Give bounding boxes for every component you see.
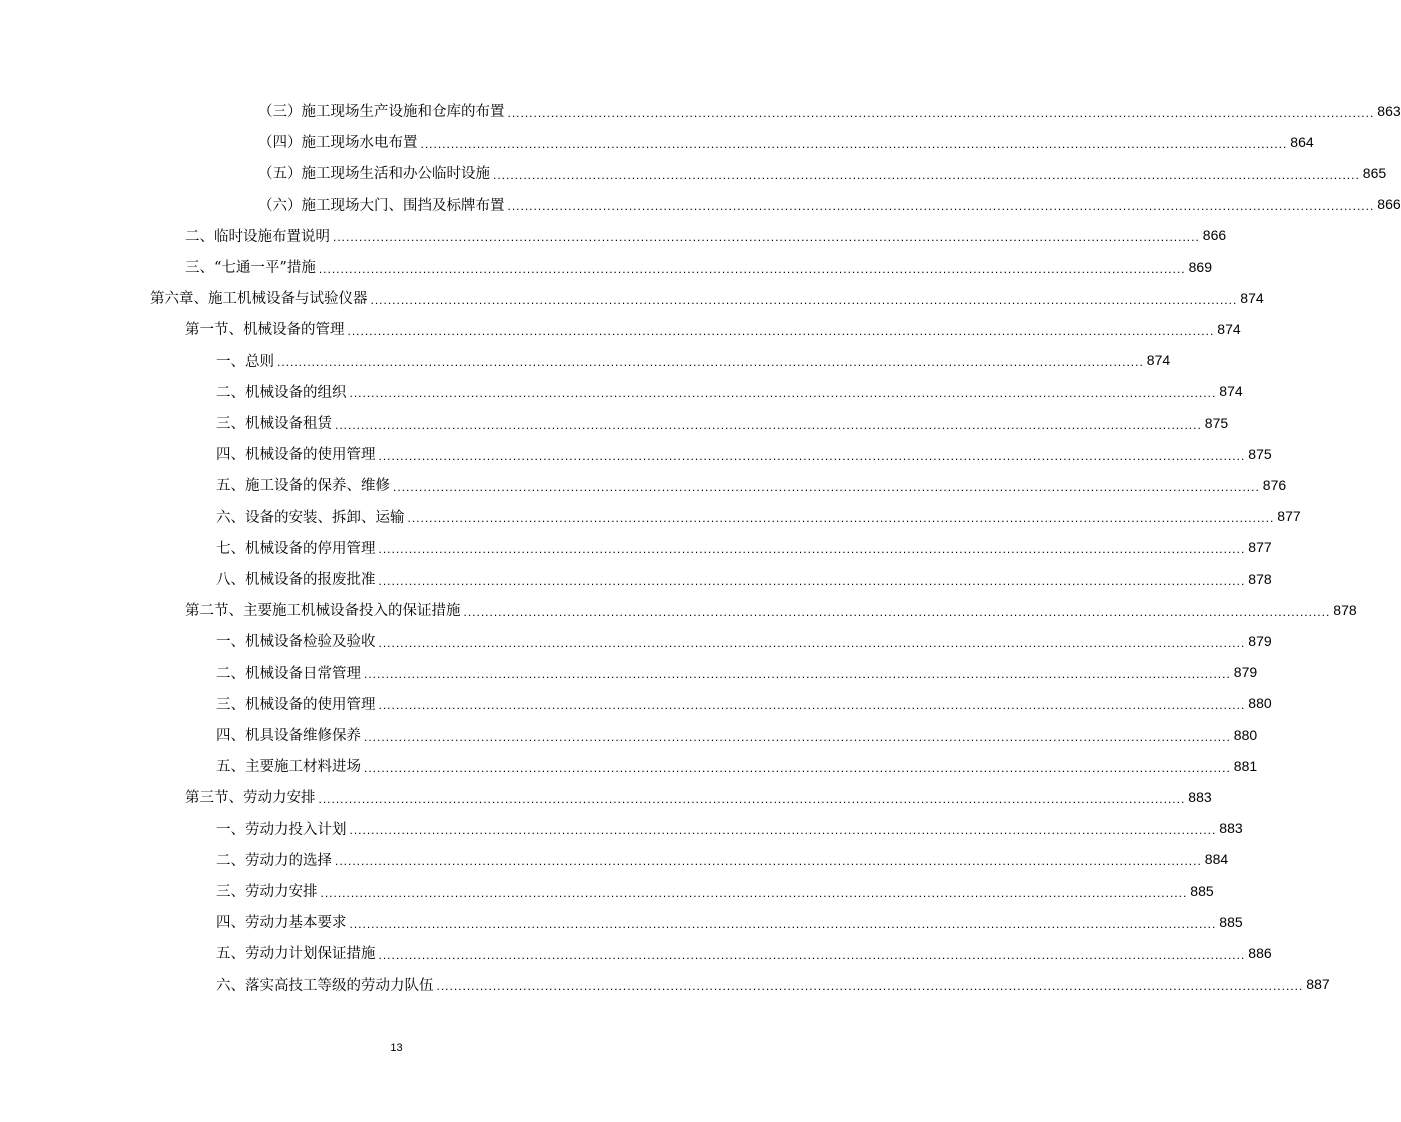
toc-dot-leader: ........................................................................................................................................................................................................ <box>370 292 1238 307</box>
toc-dot-leader: ........................................................................................................................................................................................................ <box>420 136 1288 151</box>
toc-dot-leader: ........................................................................................................................................................................................................ <box>349 916 1217 931</box>
toc-entry-title: 三、机械设备租赁 <box>216 416 332 432</box>
toc-entry[interactable] <box>216 407 1229 438</box>
toc-entry-title: 三、劳动力安排 <box>216 884 318 900</box>
toc-entry[interactable] <box>216 345 1171 376</box>
toc-entry[interactable] <box>185 313 1241 344</box>
toc-dot-leader: ........................................................................................................................................................................................................ <box>463 604 1331 619</box>
toc-entry-page: 884 <box>1204 851 1229 868</box>
toc-dot-leader: ........................................................................................................................................................................................................ <box>378 573 1246 588</box>
page-number: 13 <box>390 1042 403 1054</box>
toc-entry-page: 883 <box>1219 820 1243 837</box>
toc-dot-leader: ........................................................................................................................................................................................................ <box>436 979 1304 994</box>
toc-entry[interactable] <box>216 438 1272 469</box>
toc-entry[interactable] <box>258 157 1387 188</box>
toc-entry-title: 四、机具设备维修保养 <box>216 728 361 744</box>
toc-dot-leader: ........................................................................................................................................................................................................ <box>333 230 1200 245</box>
toc-entry-page: 878 <box>1248 570 1272 587</box>
toc-entry-title: 二、机械设备日常管理 <box>216 665 361 682</box>
toc-entry-title: 六、设备的安装、拆卸、运输 <box>216 509 405 526</box>
toc-dot-leader: ........................................................................................................................................................................................................ <box>349 823 1217 838</box>
toc-entry-title: 五、劳动力计划保证措施 <box>216 946 376 963</box>
toc-entry[interactable] <box>216 875 1214 906</box>
toc-entry-page: 869 <box>1188 258 1212 275</box>
toc-entry-title: （五）施工现场生活和办公临时设施 <box>258 166 490 183</box>
toc-entry-page: 886 <box>1248 944 1272 961</box>
toc-dot-leader: ........................................................................................................................................................................................................ <box>335 854 1202 869</box>
toc-entry-title: 六、落实高技工等级的劳动力队伍 <box>216 977 434 994</box>
toc-entry-title: 第三节、劳动力安排 <box>185 790 316 807</box>
toc-entry[interactable] <box>216 376 1243 407</box>
toc-entry-page: 887 <box>1306 976 1330 993</box>
toc-entry-page: 866 <box>1202 227 1227 244</box>
toc-entry-page: 863 <box>1377 102 1401 119</box>
toc-dot-leader: ........................................................................................................................................................................................................ <box>318 791 1186 806</box>
toc-entry-page: 874 <box>1240 289 1264 306</box>
toc-dot-leader: ........................................................................................................................................................................................................ <box>364 760 1231 775</box>
toc-entry[interactable] <box>216 813 1243 844</box>
toc-dot-leader: ........................................................................................................................................................................................................ <box>335 417 1202 432</box>
toc-entry[interactable] <box>216 469 1287 500</box>
toc-entry-title: 二、临时设施布置说明 <box>185 228 330 245</box>
toc-dot-leader: ........................................................................................................................................................................................................ <box>364 729 1231 744</box>
toc-entry-page: 866 <box>1377 196 1401 213</box>
toc-entry[interactable] <box>185 594 1357 625</box>
toc-entry-title: 第一节、机械设备的管理 <box>185 322 345 339</box>
toc-dot-leader: ........................................................................................................................................................................................................ <box>493 167 1360 182</box>
toc-dot-leader: ........................................................................................................................................................................................................ <box>393 479 1260 494</box>
toc-entry-title: 四、机械设备的使用管理 <box>216 447 376 464</box>
toc-entry-title: 一、劳动力投入计划 <box>216 821 347 838</box>
toc-entry[interactable] <box>185 251 1212 282</box>
toc-entry-title: 五、施工设备的保养、维修 <box>216 478 390 495</box>
toc-entry[interactable] <box>185 220 1227 251</box>
toc-entry-page: 875 <box>1248 445 1272 462</box>
toc-entry-title: 五、主要施工材料进场 <box>216 759 361 776</box>
toc-entry[interactable] <box>216 937 1272 968</box>
toc-entry-page: 885 <box>1190 882 1214 899</box>
toc-entry[interactable] <box>216 532 1272 563</box>
toc-entry-title: （六）施工现场大门、围挡及标牌布置 <box>258 197 505 214</box>
toc-entry[interactable] <box>216 906 1243 937</box>
toc-entry-title: 一、机械设备检验及验收 <box>216 634 376 651</box>
toc-entry[interactable] <box>258 126 1314 157</box>
toc-entry-page: 874 <box>1219 383 1243 400</box>
toc-dot-leader: ........................................................................................................................................................................................................ <box>277 355 1144 370</box>
toc-dot-leader: ........................................................................................................................................................................................................ <box>318 261 1186 276</box>
toc-dot-leader: ........................................................................................................................................................................................................ <box>320 885 1188 900</box>
toc-entry[interactable] <box>216 844 1229 875</box>
toc-dot-leader: ........................................................................................................................................................................................................ <box>507 105 1375 120</box>
toc-dot-leader: ........................................................................................................................................................................................................ <box>349 386 1217 401</box>
toc-entry[interactable] <box>185 781 1212 812</box>
toc-entry-page: 865 <box>1362 164 1387 181</box>
toc-entry-title: 一、总则 <box>216 353 274 370</box>
toc-entry[interactable] <box>150 282 1264 313</box>
toc-entry-page: 883 <box>1188 788 1212 805</box>
toc-dot-leader: ........................................................................................................................................................................................................ <box>378 542 1246 557</box>
toc-entry-page: 885 <box>1219 913 1243 930</box>
toc-dot-leader: ........................................................................................................................................................................................................ <box>347 323 1215 338</box>
toc-entry[interactable] <box>216 563 1272 594</box>
toc-entry[interactable] <box>258 95 1401 126</box>
toc-entry[interactable] <box>216 657 1258 688</box>
toc-entry-page: 880 <box>1233 726 1258 743</box>
toc-entry-title: 八、机械设备的报废批准 <box>216 572 376 588</box>
toc-entry-page: 879 <box>1248 632 1272 649</box>
toc-dot-leader: ........................................................................................................................................................................................................ <box>378 947 1246 962</box>
toc-dot-leader: ........................................................................................................................................................................................................ <box>378 635 1246 650</box>
toc-entry-title: 七、机械设备的停用管理 <box>216 540 376 557</box>
toc-entry[interactable] <box>216 688 1272 719</box>
toc-entry-page: 876 <box>1262 476 1287 493</box>
toc-entry-page: 875 <box>1204 414 1229 431</box>
toc-entry-title: 二、劳动力的选择 <box>216 852 332 869</box>
toc-entry-page: 880 <box>1248 695 1272 712</box>
toc-entry-title: 三、机械设备的使用管理 <box>216 696 376 713</box>
toc-dot-leader: ........................................................................................................................................................................................................ <box>378 698 1246 713</box>
toc-entry-page: 879 <box>1233 664 1258 681</box>
toc-entry-page: 874 <box>1146 352 1171 369</box>
toc-dot-leader: ........................................................................................................................................................................................................ <box>407 511 1275 526</box>
toc-entry-page: 874 <box>1217 320 1241 337</box>
toc-entry-title: 四、劳动力基本要求 <box>216 915 347 932</box>
toc-entry-title: 二、机械设备的组织 <box>216 384 347 401</box>
toc-dot-leader: ........................................................................................................................................................................................................ <box>378 448 1246 463</box>
toc-entry[interactable] <box>216 969 1330 1000</box>
toc-entry-page: 881 <box>1233 757 1258 774</box>
toc-entry-title: 三、“七通一平”措施 <box>185 260 316 276</box>
toc-entry[interactable] <box>216 719 1258 750</box>
toc-dot-leader: ........................................................................................................................................................................................................ <box>364 667 1231 682</box>
toc-entry-page: 877 <box>1248 539 1272 556</box>
toc-entry[interactable] <box>216 625 1272 656</box>
toc-entry-page: 877 <box>1277 508 1301 525</box>
toc-entry-title: （四）施工现场水电布置 <box>258 135 418 152</box>
toc-entry-page: 878 <box>1333 601 1357 618</box>
toc-entry-title: 第六章、施工机械设备与试验仪器 <box>150 291 368 308</box>
toc-entry-title: （三）施工现场生产设施和仓库的布置 <box>258 104 505 120</box>
toc-entry[interactable] <box>216 501 1301 532</box>
toc-entry[interactable] <box>216 750 1258 781</box>
toc-entry[interactable] <box>258 189 1401 220</box>
toc-entry-title: 第二节、主要施工机械设备投入的保证措施 <box>185 603 461 620</box>
toc-dot-leader: ........................................................................................................................................................................................................ <box>507 199 1375 214</box>
toc-entry-page: 864 <box>1290 133 1314 150</box>
